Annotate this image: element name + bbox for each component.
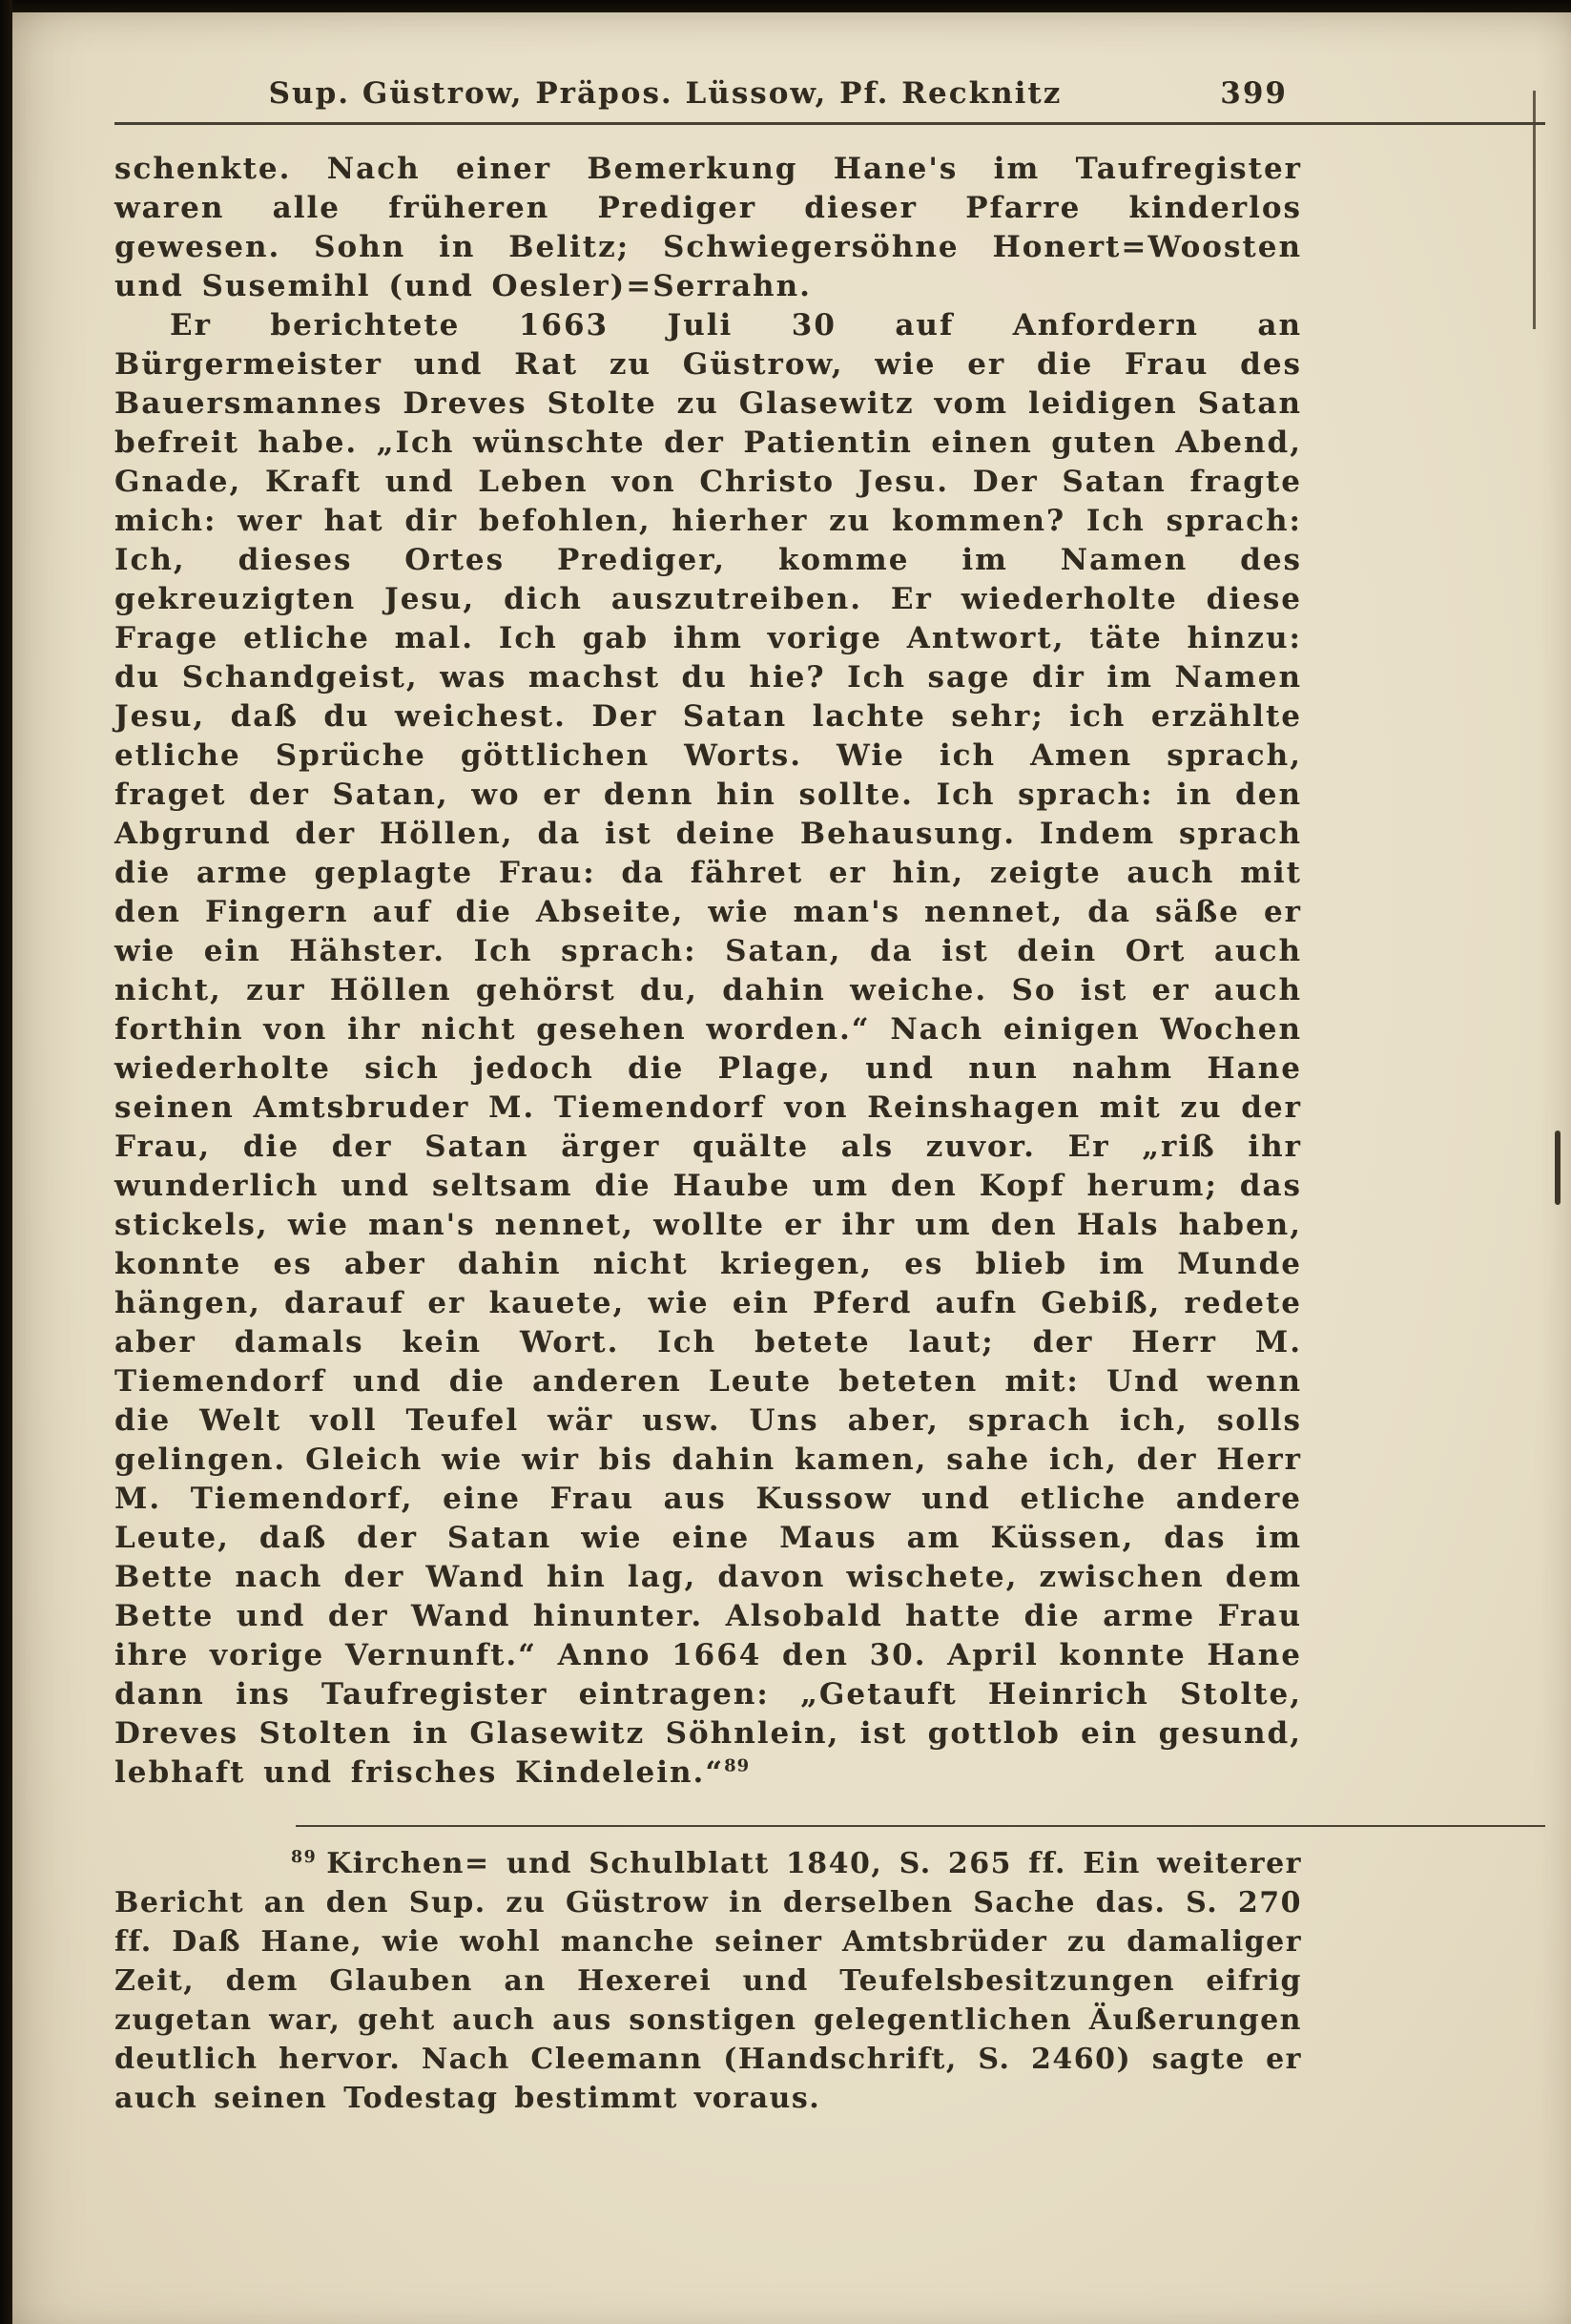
scan-artifact-right-page-edge <box>1533 91 1536 329</box>
page-body <box>114 150 1302 1793</box>
scan-artifact-top-edge <box>0 0 1571 12</box>
paragraph-report-text: Er berichtete 1663 Juli 30 auf Anfordern an Bürgermeister und Rat zu Güstrow, wie er die Frau des Bauersmannes Dreves Stolte zu Glasewitz vom leidigen Satan befreit habe. „Ich wünschte der Patientin einen guten Abend, Gnade, Kraft und Leben von Christo Jesu. Der Satan fragte mich: wer hat dir befohlen, hierher zu kommen? Ich sprach: Ich, dieses Ortes Prediger, komme im Namen des gekreuzigten Jesu, dich auszutreiben. Er wiederholte diese Frage etliche mal. Ich gab ihm vorige Antwort, täte hinzu: du Schandgeist, was machst du hie? Ich sage dir im Namen Jesu, daß du weichest. Der Satan lachte sehr; ich erzählte etliche Sprüche göttlichen Worts. Wie ich Amen sprach, fraget der Satan, wo er denn hin sollte. Ich sprach: in den Abgrund der Höllen, da ist deine Behausung. Indem sprach die arme geplagte Frau: da fähret er hin, zeigte auch mit den Fingern auf die Abseite, wie man's nennet, da säße er wie ein Hähster. Ich sprach: Satan, da ist dein Ort auch nicht, zur Höllen gehörst du, dahin weiche. So ist er auch forthin von ihr nicht gesehen worden.“ Nach einigen Wochen wiederholte sich jedoch die Plage, und nun nahm Hane seinen Amtsbruder M. Tiemendorf von Reinshagen mit zu der Frau, die der Satan ärger quälte als zuvor. Er „riß ihr wunderlich und seltsam die Haube um den Kopf herum; das stickels, wie man's nennet, wollte er ihr um den Hals haben, konnte es aber dahin nicht kriegen, es blieb im Munde hängen, darauf er kauete, wie ein Pferd aufn Gebiß, redete aber damals kein Wort. Ich betete laut; der Herr M. Tiemendorf und die anderen Leute beteten mit: Und wenn die Welt voll Teufel wär usw. Uns aber, sprach ich, solls gelingen. Gleich wie wir bis dahin kamen, sahe ich, der Herr M. Tiemendorf, eine Frau aus Kussow und etliche andere Leute, daß der Satan wie eine Maus am Küssen, das im Bette nach der Wand hin lag, davon wischete, zwischen dem Bette und der Wand hinunter. Alsobald hatte die arme Frau ihre vorige Vernunft.“ Anno 1664 den 30. April konnte Hane dann ins Taufregister eintragen: „Getauft Heinrich Stolte, Dreves Stolten in Glasewitz Söhnlein, ist gottlob ein gesund, lebhaft und frisches Kindelein.“ <box>114 308 1302 1790</box>
footnote-text: Kirchen= und Schulblatt 1840, S. 265 ff. Ein weiterer Bericht an den Sup. zu Güstrow in derselben Sache das. S. 270 ff. Daß Hane, wie wohl manche seiner Amtsbrüder zu damaliger Zeit, dem Glauben an Hexerei und Teufelsbesitzungen eifrig zugetan war, geht auch aus sonstigen gelegentlichen Äußerungen deutlich hervor. Nach Cleemann (Handschrift, S. 2460) sagte er auch seinen Todestag bestimmt voraus. <box>114 1847 1302 2115</box>
paragraph-continuation: schenkte. Nach einer Bemerkung Hane's im Taufregister waren alle früheren Prediger dieser Pfarre kinderlos gewesen. Sohn in Belitz; Schwiegersöhne Honert=Woosten und Susemihl (und Oesler)=Serrahn. <box>114 152 1302 303</box>
running-head <box>114 76 1302 116</box>
footnote-section <box>114 1844 1302 2118</box>
footnote-number: 89 <box>291 1848 318 1867</box>
scan-artifact-left-edge <box>0 0 12 2324</box>
page-number: 399 <box>1220 76 1288 111</box>
text-column <box>114 76 1302 2118</box>
running-head-title: Sup. Güstrow, Präpos. Lüssow, Pf. Recknitz <box>268 76 1063 111</box>
footnote-reference: 89 <box>724 1755 751 1776</box>
footnote-paragraph <box>114 1844 1302 2118</box>
scan-artifact-right-mark <box>1555 1131 1561 1205</box>
footnote-separator-rule <box>296 1825 1545 1827</box>
paragraph-report <box>114 306 1302 1793</box>
header-rule <box>114 122 1545 125</box>
